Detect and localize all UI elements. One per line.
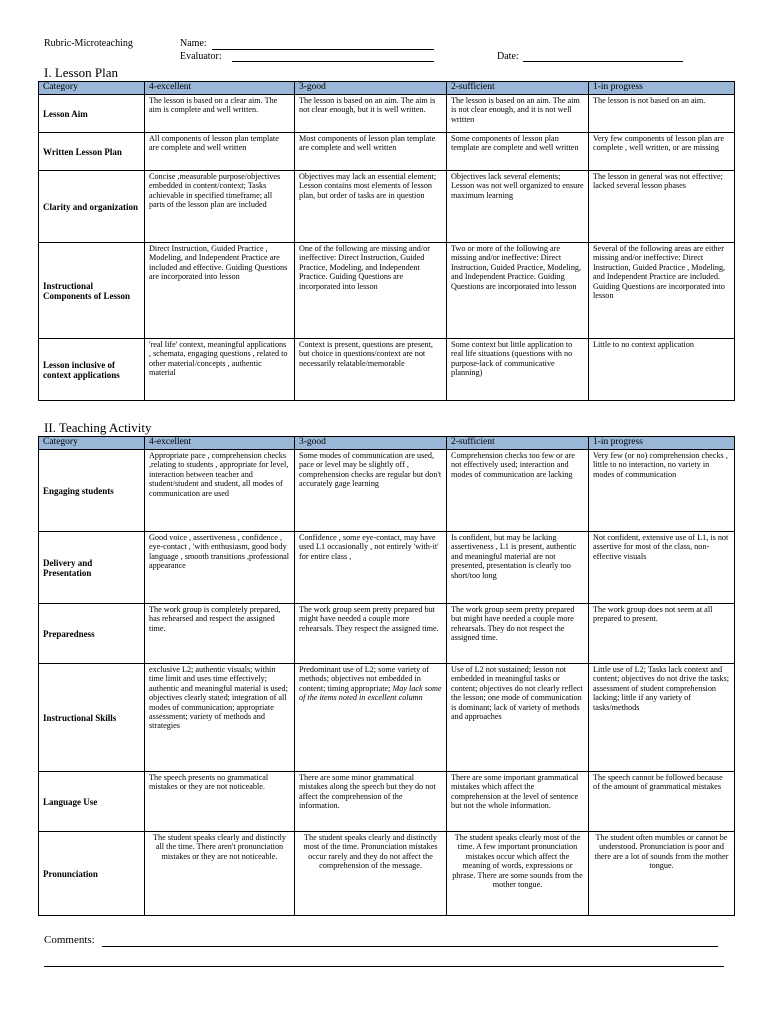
column-header: 3-good — [295, 437, 447, 450]
column-header: 2-sufficient — [447, 437, 589, 450]
rubric-cell: The lesson is based on an aim. The aim is not clear enough, and it is not well written — [447, 95, 589, 133]
column-header: Category — [39, 437, 145, 450]
date-field[interactable] — [523, 61, 683, 62]
rubric-cell: The work group is completely prepared, has rehearsed and respect the assigned time. — [145, 604, 295, 664]
table-row — [39, 171, 735, 243]
rubric-cell: The lesson is based on a clear aim. The aim is complete and well written. — [145, 95, 295, 133]
table-row — [39, 450, 735, 532]
lesson-plan-table — [38, 81, 735, 401]
rubric-cell: Several of the following areas are either missing and/or ineffective: Direct Instruction, Guided Practice , Modeling, and Independent Practice are included. Guiding Questions are incorporated into lesson — [589, 243, 735, 339]
column-header: 1-in progress — [589, 82, 735, 95]
rubric-cell: The lesson is not based on an aim. — [589, 95, 735, 133]
category-cell: Clarity and organization — [39, 171, 145, 243]
table-header-row — [39, 82, 735, 95]
rubric-cell: Objectives may lack an essential element; Lesson contains most elements of lesson plan, but order of tasks are in question — [295, 171, 447, 243]
comments-line-2[interactable] — [44, 966, 724, 967]
rubric-cell: The speech presents no grammatical mistakes or they are not noticeable. — [145, 772, 295, 832]
rubric-cell: Context is present, questions are present, but choice in questions/context are not necessarily relatable/memorable — [295, 339, 447, 401]
rubric-cell: The work group does not seem at all prepared to present. — [589, 604, 735, 664]
category-cell: Language Use — [39, 772, 145, 832]
rubric-cell: Some modes of communication are used, pace or level may be slightly off , comprehension checks are regular but don't accurately gage learning — [295, 450, 447, 532]
category-cell: Delivery and Presentation — [39, 532, 145, 604]
date-label: Date: — [497, 51, 519, 62]
table-row — [39, 133, 735, 171]
table-header-row — [39, 437, 735, 450]
category-cell: Written Lesson Plan — [39, 133, 145, 171]
rubric-cell: The student speaks clearly and distinctly all the time. There aren't pronunciation mistakes or they are not noticeable. — [145, 832, 295, 916]
rubric-cell-text: Predominant use of L2; some variety of methods; objectives not embedded in content; timing appropriate; — [299, 665, 430, 693]
rubric-cell: Concise ,measurable purpose/objectives embedded in content/context; Tasks achievable in specified timeframe; all parts of the lesson plan are included — [145, 171, 295, 243]
table-row — [39, 664, 735, 772]
name-field[interactable] — [212, 49, 434, 50]
table-row — [39, 243, 735, 339]
rubric-cell: exclusive L2; authentic visuals; within time limit and uses time effectively; authentic and meaningful material is used; objectives clearly stated; integration of all modes of communication; appropriate assessment; variety of methods and strategies — [145, 664, 295, 772]
rubric-cell: Good voice , assertiveness , confidence , eye-contact , 'with enthusiasm, good body language , smooth transitions ,professional appearance — [145, 532, 295, 604]
category-cell: Lesson inclusive of context applications — [39, 339, 145, 401]
rubric-cell: All components of lesson plan template are complete and well written — [145, 133, 295, 171]
rubric-cell: Is confident, but may be lacking assertiveness , L1 is present, authentic and meaningful material are not presented, presentation is clearly too short/too long — [447, 532, 589, 604]
rubric-cell: The lesson in general was not effective; lacked several lesson phases — [589, 171, 735, 243]
rubric-cell: The speech cannot be followed because of the amount of grammatical mistakes — [589, 772, 735, 832]
column-header: 3-good — [295, 82, 447, 95]
column-header: 2-sufficient — [447, 82, 589, 95]
table-row — [39, 339, 735, 401]
column-header: 4-excellent — [145, 82, 295, 95]
rubric-cell: The work group seem pretty prepared but might have needed a couple more rehearsals. They do not respect the assigned time. — [447, 604, 589, 664]
rubric-cell: Not confident, extensive use of L1, is not assertive for most of the class, non-effective visuals — [589, 532, 735, 604]
rubric-cell: Some components of lesson plan template are complete and well written — [447, 133, 589, 171]
category-cell: Lesson Aim — [39, 95, 145, 133]
comments-label: Comments: — [44, 934, 95, 946]
rubric-cell: Little use of L2; Tasks lack context and content; objectives do not drive the tasks; assessment of student comprehension lacking; little if any variety of tasks/methods — [589, 664, 735, 772]
rubric-cell: Objectives lack several elements; Lesson was not well organized to ensure maximum learning — [447, 171, 589, 243]
rubric-cell: The student often mumbles or cannot be understood. Pronunciation is poor and there are a lot of sounds from the mother tongue. — [589, 832, 735, 916]
rubric-cell: Some context but little application to real life situations (questions with no purpose-lack of communicative planning) — [447, 339, 589, 401]
rubric-cell: Most components of lesson plan template are complete and well written — [295, 133, 447, 171]
category-cell: Preparedness — [39, 604, 145, 664]
category-cell: Pronunciation — [39, 832, 145, 916]
rubric-cell: Confidence , some eye-contact, may have used L1 occasionally , not entirely 'with-it' for entire class , — [295, 532, 447, 604]
table-row — [39, 532, 735, 604]
category-cell: Instructional Components of Lesson — [39, 243, 145, 339]
rubric-cell: There are some minor grammatical mistakes along the speech but they do not affect the comprehension of the information. — [295, 772, 447, 832]
rubric-cell: Appropriate pace , comprehension checks ,relating to students , appropriate for level, interaction between teacher and student/student and student, all modes of communication are used — [145, 450, 295, 532]
column-header: 4-excellent — [145, 437, 295, 450]
rubric-cell: There are some important grammatical mistakes which affect the comprehension at the level of sentence but not the whole information. — [447, 772, 589, 832]
section-lesson-plan-title: I. Lesson Plan — [44, 65, 119, 80]
table-row — [39, 95, 735, 133]
rubric-cell: Comprehension checks too few or are not effectively used; interaction and modes of communication are lacking — [447, 450, 589, 532]
evaluator-label: Evaluator: — [180, 51, 222, 62]
category-cell: Instructional Skills — [39, 664, 145, 772]
category-cell: Engaging students — [39, 450, 145, 532]
table-row — [39, 604, 735, 664]
italic-note: May lack some of the items noted in excellent column — [299, 683, 442, 703]
rubric-cell: The student speaks clearly most of the time. A few important pronunciation mistakes occur which affect the meaning of words, expressions or phrase. There are some sounds from the mother tongue. — [447, 832, 589, 916]
rubric-cell: 'real life' context, meaningful applications , schemata, engaging questions , related to other material/concepts , authentic material — [145, 339, 295, 401]
comments-line-1[interactable] — [102, 946, 718, 947]
table-row — [39, 772, 735, 832]
rubric-cell: Little to no context application — [589, 339, 735, 401]
rubric-cell: Use of L2 not sustained; lesson not embedded in meaningful tasks or content; objectives do not clearly reflect the lesson; one mode of communication is dominant; lack of variety of methods and approaches — [447, 664, 589, 772]
rubric-cell: The work group seem pretty prepared but might have needed a couple more rehearsals. They respect the assigned time. — [295, 604, 447, 664]
rubric-cell: Direct Instruction, Guided Practice , Modeling, and Independent Practice are included and effective. Guiding Questions are incorporated into lesson — [145, 243, 295, 339]
evaluator-field[interactable] — [232, 61, 434, 62]
rubric-cell: Very few (or no) comprehension checks , little to no interaction, no variety in modes of communication — [589, 450, 735, 532]
rubric-cell: One of the following are missing and/or ineffective: Direct Instruction, Guided Practice, Modeling, and Independent Practice. Guiding Questions are incorporated into lesson — [295, 243, 447, 339]
column-header: 1-in progress — [589, 437, 735, 450]
name-label: Name: — [180, 38, 207, 49]
table-row — [39, 832, 735, 916]
rubric-title: Rubric-Microteaching — [44, 38, 133, 49]
rubric-cell: The lesson is based on an aim. The aim is not clear enough, but it is well written. — [295, 95, 447, 133]
teaching-activity-table — [38, 436, 735, 916]
section-teaching-activity-title: II. Teaching Activity — [44, 420, 152, 435]
rubric-cell: Two or more of the following are missing and/or ineffective: Direct Instruction, Guided Practice, Modeling, and Independent Practice. Guiding Questions are incorporated into lesson — [447, 243, 589, 339]
column-header: Category — [39, 82, 145, 95]
rubric-cell: Very few components of lesson plan are complete , well written, or are missing — [589, 133, 735, 171]
rubric-cell: The student speaks clearly and distinctly most of the time. Pronunciation mistakes occur rarely and they do not affect the comprehension of the message. — [295, 832, 447, 916]
rubric-cell — [295, 664, 447, 772]
